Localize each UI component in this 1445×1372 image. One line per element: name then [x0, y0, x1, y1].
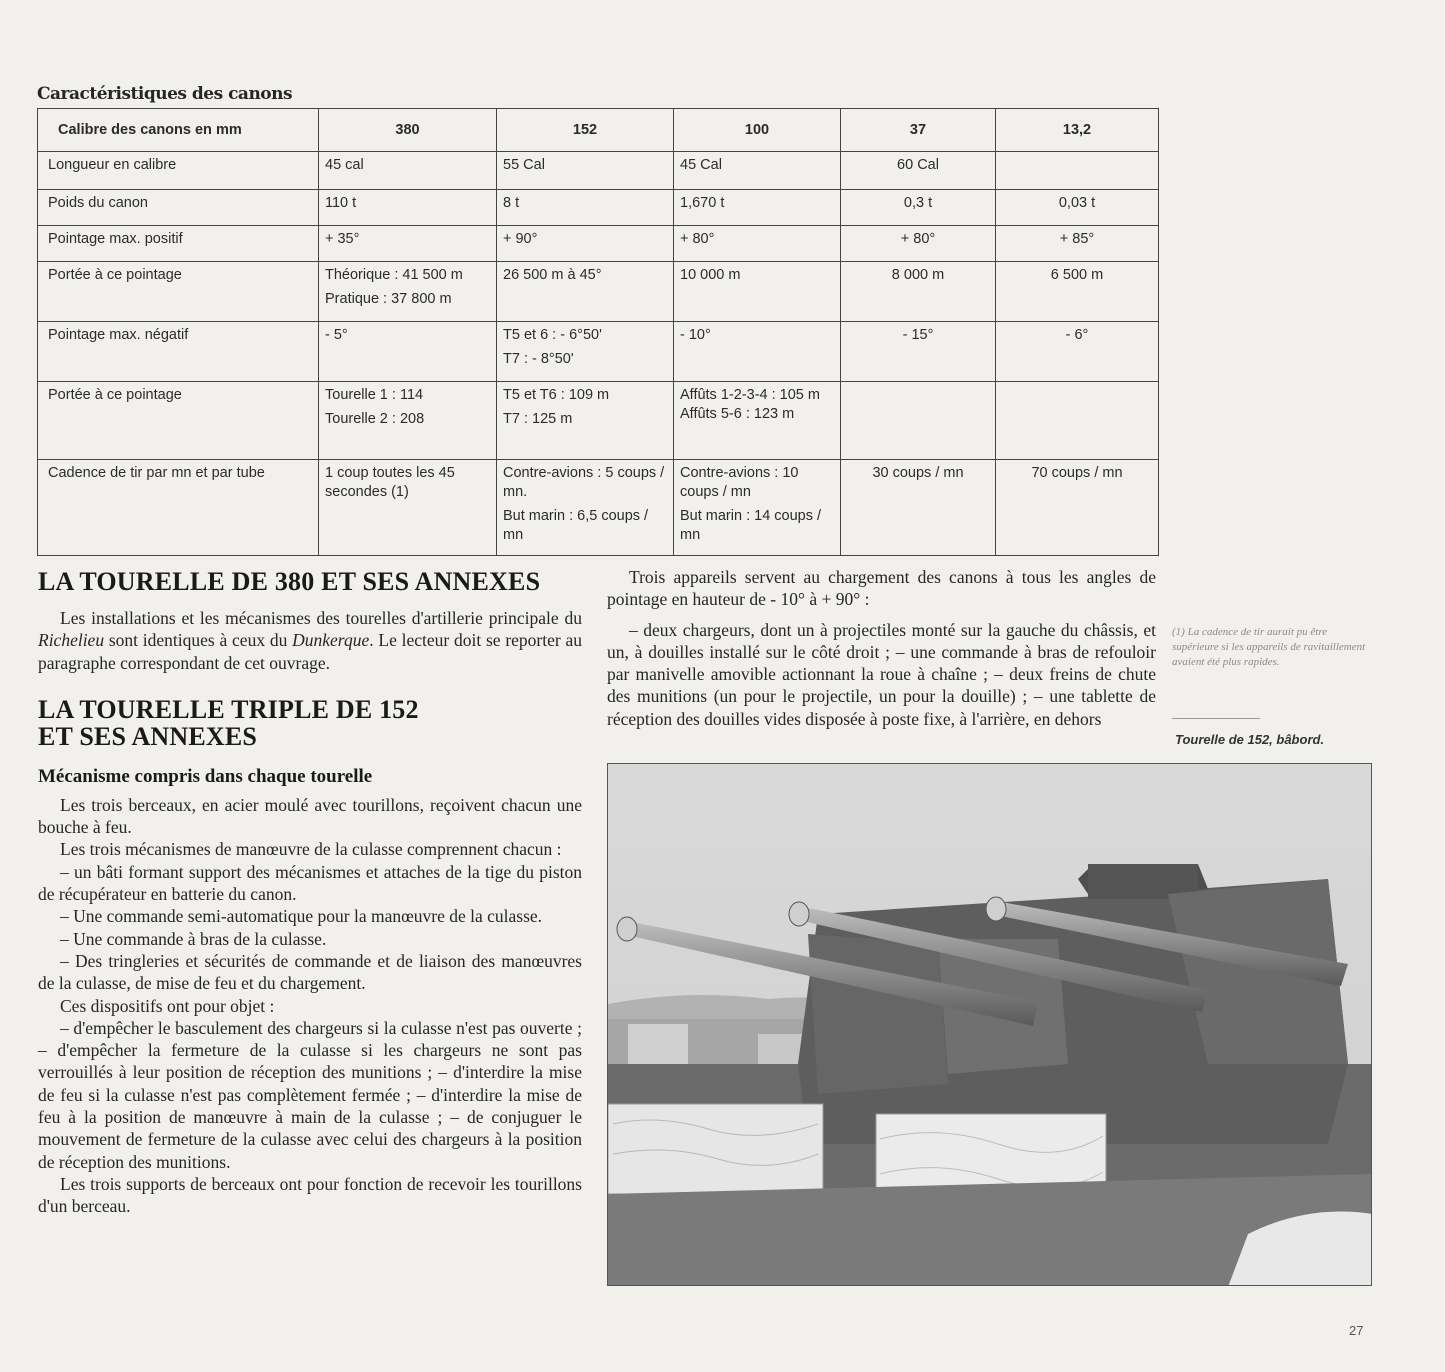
- cell-line: Contre-avions : 5 coups / mn.: [503, 465, 665, 500]
- header-label: Calibre des canons en mm: [38, 109, 319, 152]
- table-cell: + 80°: [841, 226, 996, 262]
- paragraph: Trois appareils servent au chargement des canons à tous les angles de pointage en hauteur de - 10° à + 90° :: [607, 567, 1156, 610]
- table-cell: [497, 382, 674, 460]
- table-cell: 55 Cal: [497, 152, 674, 190]
- cell-line: Contre-avions : 10 coups / mn: [680, 465, 799, 500]
- table-row: [38, 226, 1159, 262]
- text-run: Les installations et les mécanismes des tourelles d'artillerie principale du: [60, 608, 582, 628]
- table-cell: [841, 382, 996, 460]
- table-cell: [674, 382, 841, 460]
- table-cell: + 35°: [319, 226, 497, 262]
- table-cell: 10 000 m: [674, 262, 841, 322]
- paragraph: – deux chargeurs, dont un à projectiles monté sur la gauche du châssis, et un, à douilles installé sur le côté droit ; – une commande à bras de refouloir par manivelle amovible actionnant la roue à chaîne ; – deux freins de chute des munitions (un pour le projectile, un pour la douille) ; – une tablette de réception des douilles vides disposée à poste fixe, à l'arrière, en dehors: [607, 619, 1156, 729]
- turret-photo: [607, 763, 1372, 1286]
- heading-line: LA TOURELLE TRIPLE DE 152: [38, 694, 419, 724]
- right-column: [607, 566, 1156, 730]
- table-cell: [497, 322, 674, 382]
- section-heading-380: LA TOURELLE DE 380 ET SES ANNEXES: [38, 567, 541, 596]
- row-label: Cadence de tir par mn et par tube: [38, 460, 319, 556]
- cell-line: Affûts 5-6 : 123 m: [680, 406, 795, 422]
- table-cell: 45 cal: [319, 152, 497, 190]
- photo-caption: Tourelle de 152, bâbord.: [1175, 732, 1325, 747]
- table-cell: 60 Cal: [841, 152, 996, 190]
- cell-line: T5 et 6 : - 6°50': [503, 327, 602, 343]
- table-row: [38, 382, 1159, 460]
- table-cell: [674, 460, 841, 556]
- paragraph: – Des tringleries et sécurités de commande et de liaison des manœuvres de la culasse, de mise de feu et du chargement.: [38, 950, 582, 994]
- cell-line: T5 et T6 : 109 m: [503, 387, 610, 403]
- cell-line: Tourelle 1 : 114: [325, 387, 424, 403]
- table-cell: 26 500 m à 45°: [497, 262, 674, 322]
- header-caliber-100: 100: [674, 109, 841, 152]
- cell-line: Pratique : 37 800 m: [325, 291, 452, 307]
- section-heading-152: [38, 696, 582, 750]
- paragraph: – un bâti formant support des mécanismes et attaches de la tige du piston de récupérateur en batterie du canon.: [38, 861, 582, 905]
- cell-line: But marin : 14 coups / mn: [680, 508, 822, 543]
- table-cell: - 5°: [319, 322, 497, 382]
- row-label: Pointage max. négatif: [38, 322, 319, 382]
- table-cell: 110 t: [319, 190, 497, 226]
- footnote-divider: [1172, 718, 1260, 719]
- cell-line: Affûts 1-2-3-4 : 105 m: [680, 387, 820, 403]
- table-row: [38, 152, 1159, 190]
- row-label: Longueur en calibre: [38, 152, 319, 190]
- table-cell: - 6°: [996, 322, 1159, 382]
- table-cell: 0,03 t: [996, 190, 1159, 226]
- paragraph: Les trois supports de berceaux ont pour fonction de recevoir les tourillons d'un berceau.: [38, 1173, 582, 1217]
- table-row: [38, 190, 1159, 226]
- table-cell: 8 000 m: [841, 262, 996, 322]
- table-cell: + 90°: [497, 226, 674, 262]
- paragraph: – d'empêcher le basculement des chargeurs si la culasse n'est pas ouverte ; – d'empêcher la fermeture de la culasse si les chargeurs ne sont pas verrouillés à leur position de réception des munitions ; – d'interdire la mise de feu si la culasse n'est pas complètement fermée ; – d'interdire la mise de feu à la position de manœuvre à main de la culasse ; – de conjuguer le mouvement de fermeture de la culasse avec celui des chargeurs à la position de réception des munitions.: [38, 1017, 582, 1172]
- paragraph: Les trois berceaux, en acier moulé avec tourillons, reçoivent chacun une bouche à feu.: [38, 794, 582, 838]
- paragraph: – Une commande à bras de la culasse.: [60, 928, 327, 949]
- paragraph: [38, 607, 582, 674]
- paragraph: – Une commande semi-automatique pour la manœuvre de la culasse.: [60, 906, 543, 927]
- cell-line: T7 : 125 m: [503, 411, 573, 427]
- table-cell: [319, 262, 497, 322]
- left-column: [38, 568, 582, 1218]
- table-cell: 6 500 m: [996, 262, 1159, 322]
- table-cell: - 10°: [674, 322, 841, 382]
- footnote: (1) La cadence de tir aurait pu être supérieure si les appareils de ravitaillement avaient été plus rapides.: [1172, 626, 1366, 668]
- text-run: sont identiques à ceux du: [104, 630, 293, 651]
- table-cell: 1,670 t: [674, 190, 841, 226]
- page-number: 27: [1349, 1323, 1364, 1338]
- header-caliber-152: 152: [497, 109, 674, 152]
- table-cell: [319, 382, 497, 460]
- gun-specs-table: [37, 108, 1159, 556]
- table-cell: 45 Cal: [674, 152, 841, 190]
- row-label: Portée à ce pointage: [38, 382, 319, 460]
- header-caliber-380: 380: [319, 109, 497, 152]
- paragraph: Ces dispositifs ont pour objet :: [60, 995, 275, 1016]
- cell-line: But marin : 6,5 coups / mn: [503, 508, 649, 543]
- table-cell: + 80°: [674, 226, 841, 262]
- table-cell: 1 coup toutes les 45 secondes (1): [319, 460, 497, 556]
- table-cell: - 15°: [841, 322, 996, 382]
- table-row: [38, 322, 1159, 382]
- turret-illustration: [608, 764, 1372, 1286]
- row-label: Portée à ce pointage: [38, 262, 319, 322]
- text-run: . Le lecteur doit se reporter au paragraphe correspondant de cet ouvrage.: [38, 630, 583, 673]
- heading-line: ET SES ANNEXES: [38, 721, 258, 751]
- cell-line: Tourelle 2 : 208: [325, 411, 425, 427]
- row-label: Poids du canon: [38, 190, 319, 226]
- table-cell: 30 coups / mn: [841, 460, 996, 556]
- cell-line: T7 : - 8°50': [503, 351, 574, 367]
- subheading: Mécanisme compris dans chaque tourelle: [38, 765, 373, 787]
- table-row: [38, 262, 1159, 322]
- table-row: [38, 460, 1159, 556]
- ship-name: Dunkerque: [292, 630, 370, 651]
- table-cell: [497, 460, 674, 556]
- table-cell: 8 t: [497, 190, 674, 226]
- table-cell: 70 coups / mn: [996, 460, 1159, 556]
- table-cell: [996, 382, 1159, 460]
- cell-line: Théorique : 41 500 m: [325, 267, 463, 283]
- row-label: Pointage max. positif: [38, 226, 319, 262]
- table-title: Caractéristiques des canons: [37, 84, 293, 104]
- table-cell: + 85°: [996, 226, 1159, 262]
- paragraph: Les trois mécanismes de manœuvre de la culasse comprennent chacun :: [60, 839, 562, 860]
- table-cell: 0,3 t: [841, 190, 996, 226]
- table-cell: [996, 152, 1159, 190]
- ship-name: Richelieu: [38, 630, 105, 651]
- table-header-row: [38, 109, 1159, 152]
- header-caliber-13-2: 13,2: [996, 109, 1159, 152]
- header-caliber-37: 37: [841, 109, 996, 152]
